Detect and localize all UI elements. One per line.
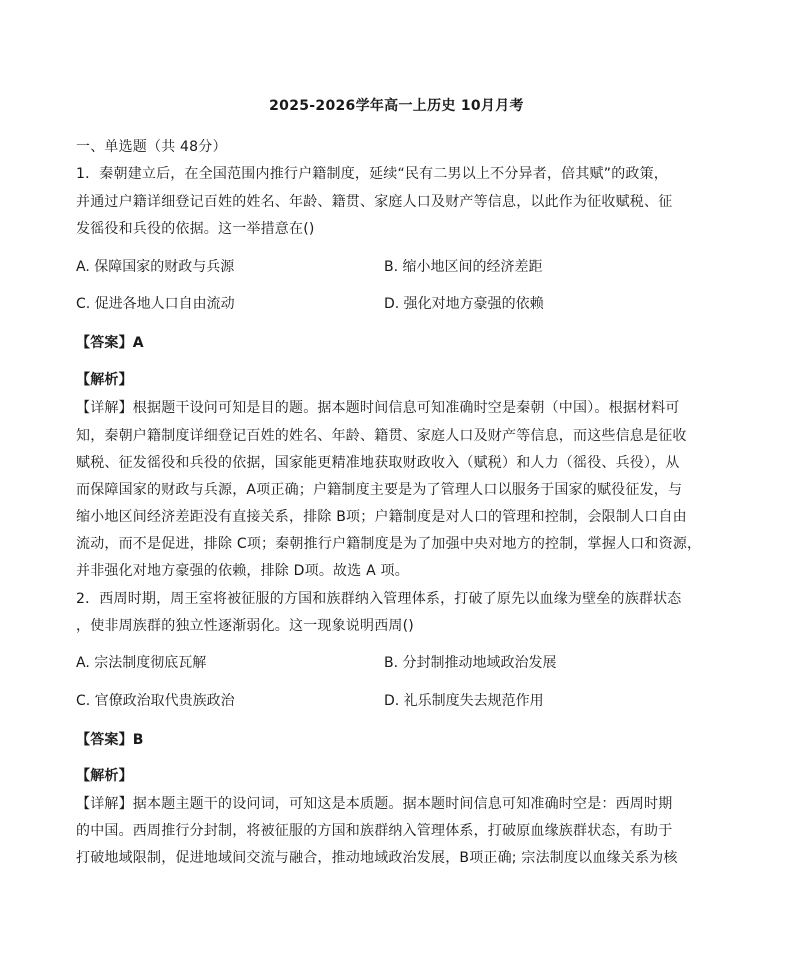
q2-option-a: A. 宗法制度彻底瓦解: [76, 655, 207, 671]
q1-answer: 【答案】A: [76, 335, 144, 351]
q2-option-c: C. 官僚政治取代贵族政治: [76, 693, 235, 709]
q1-analysis-line-1: 【详解】根据题干设问可知是目的题。据本题时间信息可知准确时空是秦朝（中国）。根据材料可: [76, 400, 680, 416]
q1-stem-line-1: 1．秦朝建立后，在全国范围内推行户籍制度，延续“民有二男以上不分异者，倍其赋”的政策，: [76, 166, 669, 182]
q1-analysis-line-3: 赋税、征发徭役和兵役的依据，国家能更精准地获取财政收入（赋税）和人力（徭役、兵役），从: [76, 455, 680, 471]
q1-analysis-label: 【解析】: [76, 372, 133, 388]
q1-analysis-line-2: 知，秦朝户籍制度详细登记百姓的姓名、年龄、籍贯、家庭人口及财产等信息，而这些信息是征收: [76, 428, 687, 444]
q1-option-d: D. 强化对地方豪强的依赖: [384, 296, 544, 312]
q2-analysis-line-3: 打破地域限制，促进地域间交流与融合，推动地域政治发展，B项正确; 宗法制度以血缘关系为核: [76, 850, 678, 866]
q2-analysis-label: 【解析】: [76, 768, 133, 784]
q2-answer: 【答案】B: [76, 732, 144, 748]
q1-option-a: A. 保障国家的财政与兵源: [76, 259, 235, 275]
q1-analysis-line-4: 而保障国家的财政与兵源，A项正确；户籍制度主要是为了管理人口以服务于国家的赋役征发，与: [76, 482, 683, 498]
q1-analysis-line-7: 并非强化对地方豪强的依赖，排除 D项。故选 A 项。: [76, 563, 409, 579]
q2-stem-line-1: 2．西周时期，周王室将被征服的方国和族群纳入管理体系，打破了原先以血缘为壁垒的族群状态: [76, 591, 682, 607]
q2-analysis-line-1: 【详解】据本题主题干的设问词，可知这是本质题。据本题时间信息可知准确时空是：西周时期: [76, 796, 673, 812]
q2-option-b: B. 分封制推动地域政治发展: [384, 655, 557, 671]
section-heading: 一、单选题（共 48分）: [76, 139, 227, 155]
q1-analysis-line-6: 流动，而不是促进，排除 C项；秦朝推行户籍制度是为了加强中央对地方的控制，掌握人口和资源，: [76, 536, 702, 552]
q2-option-d: D. 礼乐制度失去规范作用: [384, 693, 544, 709]
exam-title: 2025-2026学年高一上历史 10月月考: [269, 98, 524, 114]
q2-stem-line-2: ，使非周族群的独立性逐渐弱化。这一现象说明西周(): [76, 618, 414, 634]
q1-stem-line-2: 并通过户籍详细登记百姓的姓名、年龄、籍贯、家庭人口及财产等信息，以此作为征收赋税、征: [76, 194, 673, 210]
q1-option-b: B. 缩小地区间的经济差距: [384, 259, 543, 275]
q1-option-c: C. 促进各地人口自由流动: [76, 296, 235, 312]
q1-stem-line-3: 发徭役和兵役的依据。这一举措意在(): [76, 221, 315, 237]
q1-analysis-line-5: 缩小地区间经济差距没有直接关系，排除 B项；户籍制度是对人口的管理和控制，会限制人口自由: [76, 509, 687, 525]
q2-analysis-line-2: 的中国。西周推行分封制，将被征服的方国和族群纳入管理体系，打破原血缘族群状态，有助于: [76, 823, 673, 839]
